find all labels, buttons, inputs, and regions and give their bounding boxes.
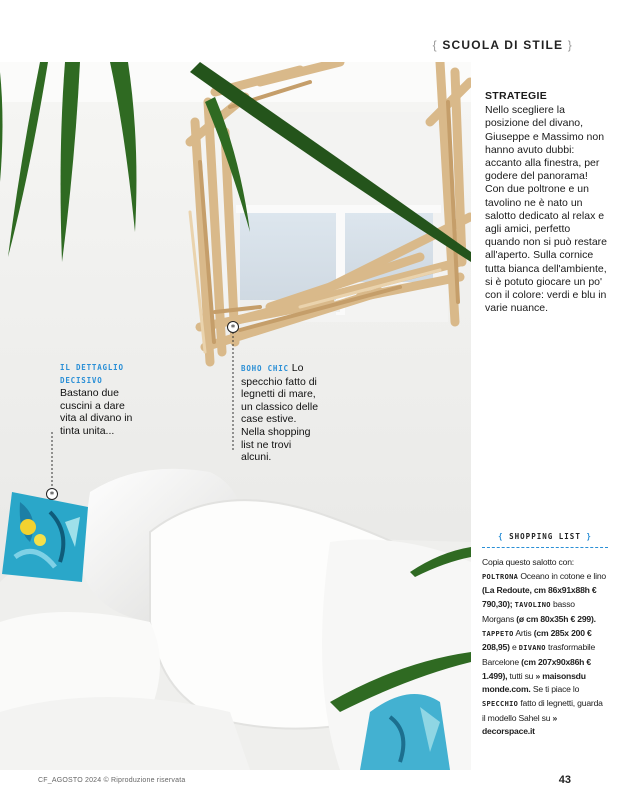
shopping-title-text: SHOPPING LIST (509, 532, 581, 541)
shop-specchio-label: SPECCHIO (482, 700, 519, 709)
shop-tappeto-label: TAPPETO (482, 629, 514, 638)
shop-tavolino-label: TAVOLINO (514, 601, 551, 610)
callout-dettaglio (60, 362, 142, 438)
shopping-list-body (482, 556, 608, 739)
svg-text:*: * (230, 323, 236, 334)
strategie-column (485, 90, 607, 315)
shop-tappeto-desc: Artis (513, 627, 534, 638)
callout-boho-chic (241, 362, 323, 464)
page-number: 43 (558, 774, 571, 786)
section-title: SCUOLA DI STILE (442, 38, 564, 52)
shop-tavolino-price: (ø cm 80x35h € 299). (516, 613, 596, 624)
shop-tutti-su: tutti su (507, 670, 536, 681)
shop-poltrona-label: POLTRONA (482, 572, 519, 581)
shop-divano-price: (cm 207x90x86h € 1.499), (482, 656, 591, 681)
shop-and: e (509, 642, 519, 653)
shopping-bracket-close: } (586, 532, 592, 541)
shop-se-ti-piace: Se ti piace lo (530, 684, 580, 695)
shopping-list (482, 532, 608, 739)
callout-boho-label: BOHO CHIC (241, 364, 289, 373)
shop-poltrona-price: (La Redoute, cm 86x91x88h € 790,30); (482, 585, 597, 610)
shop-divano-desc: trasformabile Barcelone (482, 642, 596, 667)
section-bracket-open: { (432, 38, 438, 52)
callout-dettaglio-label-2: DECISIVO (60, 375, 103, 385)
svg-text:*: * (49, 490, 55, 501)
footer-credit: CF_AGOSTO 2024 © Riproduzione riservata (38, 777, 186, 784)
shop-link-maisonsdumonde[interactable]: » maisonsdu monde.com. (482, 670, 586, 695)
shop-poltrona-desc: Oceano in cotone e lino (518, 570, 607, 581)
shop-tavolino-desc: basso Morgans (482, 599, 575, 624)
callout-dettaglio-label-1: IL DETTAGLIO (60, 363, 124, 372)
strategie-title: STRATEGIE (485, 90, 548, 102)
section-tag (433, 38, 573, 52)
shop-specchio-desc: fatto di legnetti, guarda il modello Sahel su (482, 698, 603, 723)
shop-tappeto-price: (cm 285x 200 € 208,95) (482, 627, 592, 653)
shop-divano-label: DIVANO (518, 644, 546, 653)
section-bracket-close: } (567, 38, 573, 52)
callout-dettaglio-text: Bastano due cuscini a dare vita al divano in tinta unita... (60, 387, 133, 437)
shop-intro: Copia questo salotto con: (482, 557, 574, 567)
shop-link-decorspace[interactable]: » decorspace.it (482, 712, 558, 737)
strategie-text: Nello scegliere la posizione del divano, Giuseppe e Massimo non hanno avuto dubbi: accanto alla finestra, per godere del panorama! Con due poltrone e un tavolino ne è nato un salotto dedicato al relax e agli amici, perfetto quando non si può restare all'aperto. Sulla cornice tutta bianca dell'ambiente, si è potuto giocare un po' con il colore: verdi e blu in varie nuance. (485, 104, 608, 315)
shopping-list-title (482, 532, 608, 547)
shopping-divider (482, 547, 608, 548)
callout-boho-text: Lo specchio fatto di legnetti di mare, un classico delle case estive. Nella shopping list ne trovi alcuni. (241, 362, 319, 464)
shopping-bracket-open: { (498, 532, 504, 541)
tropical-cushion-left (2, 492, 88, 582)
